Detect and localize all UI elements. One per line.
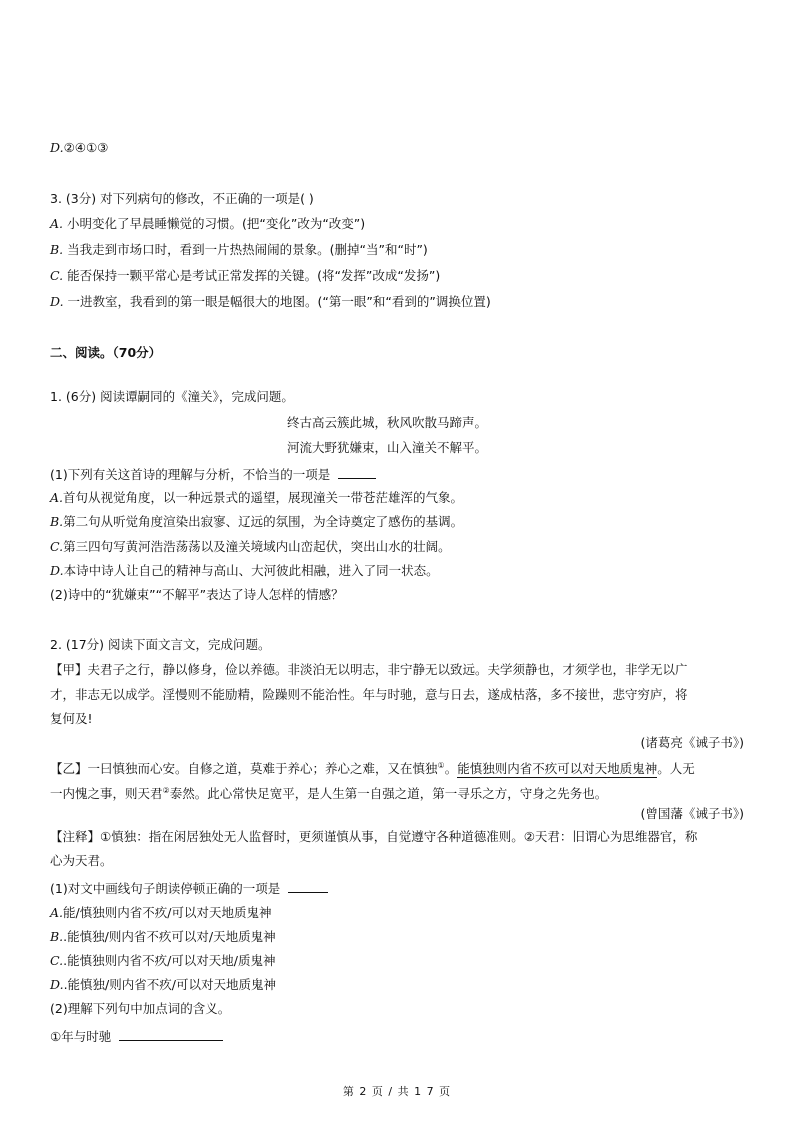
- yi-line-1: 【乙】一曰慎独而心安。自修之道，莫难于养心；养心之难，又在慎独①。能慎独则内省不疚可以对天地质鬼神。人无: [50, 761, 695, 777]
- answer-blank[interactable]: [288, 880, 328, 893]
- answer-blank[interactable]: [119, 1028, 223, 1041]
- underlined-sentence: 能慎独则内省不疚可以对天地质鬼神: [457, 761, 658, 777]
- section-title: 二、阅读。（70分）: [50, 345, 162, 360]
- r1-option-c[interactable]: C.第三四句写黄河浩浩荡荡以及潼关境域内山峦起伏，突出山水的壮阔。: [50, 539, 451, 554]
- q3-option-d[interactable]: D. 一进教室，我看到的第一眼是幅很大的地图。(“第一眼”和“看到的”调换位置): [50, 294, 491, 309]
- q3-option-c[interactable]: C. 能否保持一颗平常心是考试正常发挥的关键。(将“发挥”改成“发扬”): [50, 268, 441, 283]
- q3-option-a[interactable]: A. 小明变化了早晨睡懒觉的习惯。(把“变化”改为“改变”): [50, 216, 366, 231]
- r2-stem: 2. (17分) 阅读下面文言文，完成问题。: [50, 637, 271, 652]
- note-line-1: 【注释】①慎独：指在闲居独处无人监督时，更须谨慎从事，自觉遵守各种道德准则。②天君：旧谓心为思维器官，称: [50, 829, 698, 844]
- jia-line-2: 才，非志无以成学。淫慢则不能励精，险躁则不能治性。年与时驰，意与日去，遂成枯落，多不接世，悲守穷庐，将: [50, 687, 688, 702]
- prev-option-d: D.②④①③: [50, 140, 109, 155]
- r2-option-a[interactable]: A.能/慎独则内省不疚/可以对天地质鬼神: [50, 905, 272, 920]
- poem-line-2: 河流大野犹嫌束，山入潼关不解平。: [287, 440, 488, 455]
- r2-option-d[interactable]: D..能慎独/则内省不疚/可以对天地质鬼神: [50, 977, 276, 992]
- r1-option-a[interactable]: A.首句从视觉角度，以一种远景式的遥望，展现潼关一带苍茫雄浑的气象。: [50, 490, 464, 505]
- jia-source: (诸葛亮《诫子书》): [640, 735, 744, 750]
- poem-line-1: 终古高云簇此城，秋风吹散马蹄声。: [287, 415, 488, 430]
- yi-line-2: 一内愧之事，则天君②泰然。此心常快足宽平，是人生第一自强之道，第一寻乐之方，守身之先务也。: [50, 786, 608, 802]
- r1-sub2: (2)诗中的“犹嫌束”“不解平”表达了诗人怎样的情感？: [50, 587, 344, 602]
- note-line-2: 心为天君。: [50, 853, 113, 868]
- r2-sub2: (2)理解下列句中加点词的含义。: [50, 1001, 231, 1016]
- page-footer: 第 2 页 / 共 1 7 页: [342, 1085, 452, 1098]
- r2-option-b[interactable]: B..能慎独/则内省不疚可以对/天地质鬼神: [50, 929, 276, 944]
- r2-option-c[interactable]: C..能慎独则内省不疚/可以对天地/质鬼神: [50, 953, 276, 968]
- r1-sub1: (1)下列有关这首诗的理解与分析，不恰当的一项是: [50, 466, 376, 483]
- r1-option-d[interactable]: D.本诗中诗人让自己的精神与高山、大河彼此相融，进入了同一状态。: [50, 563, 439, 578]
- r1-stem: 1. (6分) 阅读谭嗣同的《潼关》，完成问题。: [50, 389, 294, 404]
- answer-blank[interactable]: [338, 466, 376, 479]
- jia-line-1: 【甲】夫君子之行，静以修身，俭以养德。非淡泊无以明志，非宁静无以致远。夫学须静也，才须学也，非学无以广: [50, 662, 688, 677]
- jia-line-3: 复何及!: [50, 711, 93, 726]
- q3-stem: 3. (3分) 对下列病句的修改，不正确的一项是( ): [50, 191, 314, 206]
- yi-source: (曾国藩《诫子书》): [640, 806, 744, 821]
- q3-option-b[interactable]: B. 当我走到市场口时，看到一片热热闹闹的景象。(删掉“当”和“时”): [50, 242, 428, 257]
- r2-sub1: (1)对文中画线句子朗读停顿正确的一项是: [50, 880, 328, 897]
- r1-option-b[interactable]: B.第二句从听觉角度渲染出寂寥、辽远的氛围，为全诗奠定了感伤的基调。: [50, 514, 464, 529]
- r2-item-1: ①年与时驰: [50, 1028, 223, 1045]
